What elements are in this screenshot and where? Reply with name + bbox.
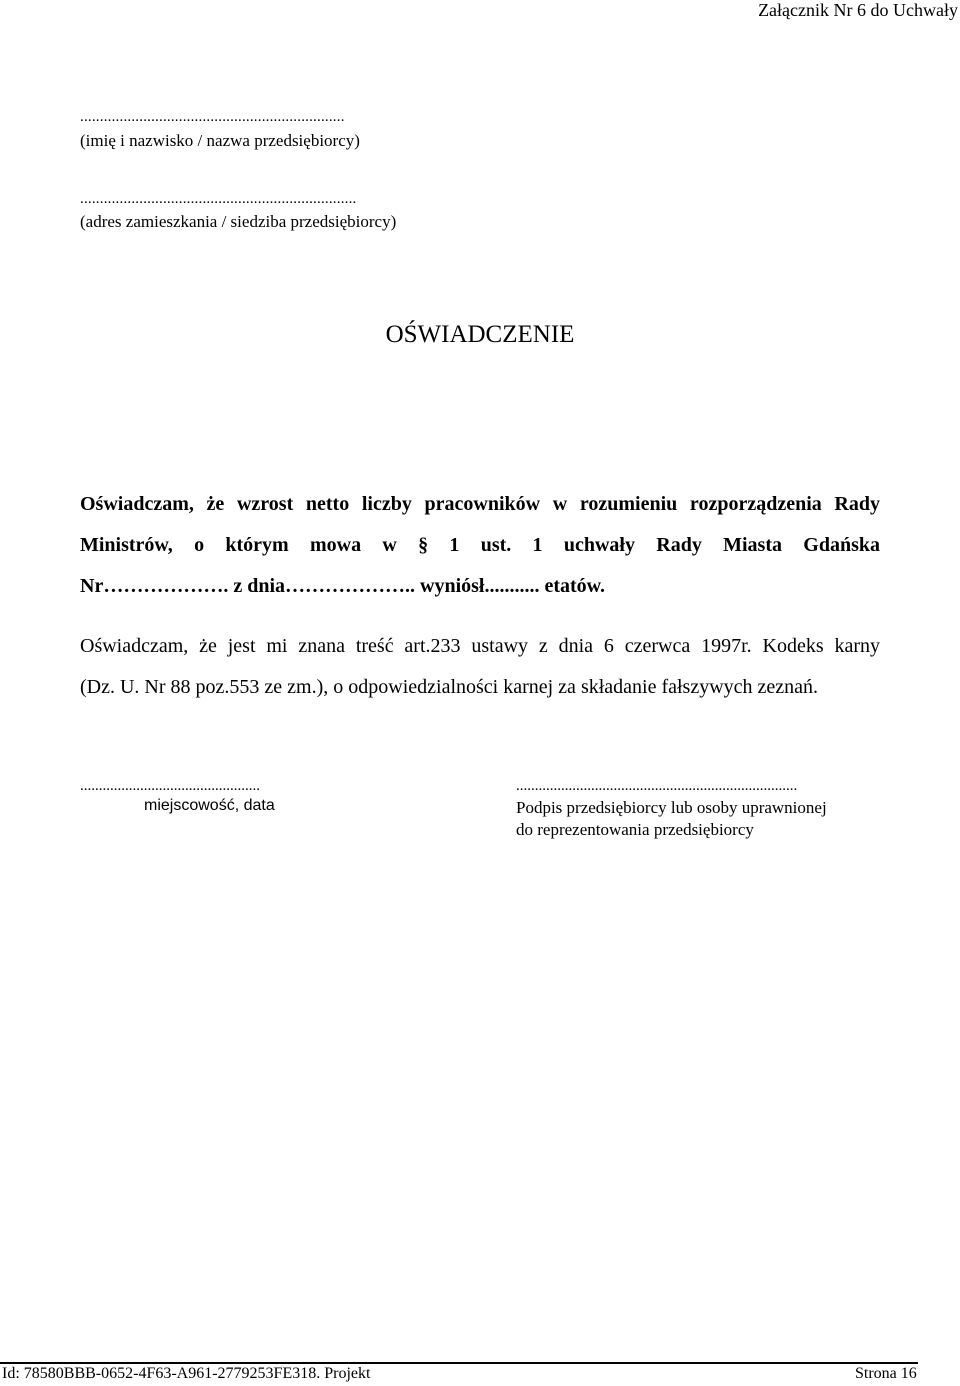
declaration-criminal-liability <box>80 628 880 710</box>
signature-label-line1: Podpis przedsiębiorcy lub osoby uprawnionej <box>516 798 827 817</box>
name-dotted-line: ................................................................... <box>80 109 345 125</box>
footer-document-id: Id: 78580BBB-0652-4F63-A961-2779253FE318. Projekt <box>2 1365 371 1382</box>
name-label: (imię i nazwisko / nazwa przedsiębiorcy) <box>80 131 360 150</box>
declaration1-line2: Ministrów, o którym mowa w § 1 ust. 1 uchwały Rady Miasta Gdańska <box>80 534 880 556</box>
place-date-dotted-line: ................................................ <box>80 778 260 794</box>
declaration-employment-growth <box>80 484 880 607</box>
address-dotted-line: ...................................................................... <box>80 191 357 207</box>
declaration1-line3: Nr………………. z dnia……………….. wyniósł........... etatów. <box>80 575 605 597</box>
attachment-header: Załącznik Nr 6 do Uchwały <box>758 0 958 20</box>
signature-label <box>516 797 827 841</box>
declaration1-line1: Oświadczam, że wzrost netto liczby pracowników w rozumieniu rozporządzenia Rady <box>80 493 880 515</box>
signature-dotted-line: ........................................................................... <box>516 778 798 794</box>
signature-label-line2: do reprezentowania przedsiębiorcy <box>516 820 754 839</box>
document-title: OŚWIADCZENIE <box>385 321 575 348</box>
footer-page-number: Strona 16 <box>855 1365 917 1382</box>
footer-divider <box>0 1362 918 1364</box>
declaration2-line1: Oświadczam, że jest mi znana treść art.233 ustawy z dnia 6 czerwca 1997r. Kodeks karny <box>80 635 880 657</box>
place-date-label: miejscowość, data <box>144 797 275 814</box>
declaration2-line2: (Dz. U. Nr 88 poz.553 ze zm.), o odpowiedzialności karnej za składanie fałszywych zeznań. <box>80 676 819 698</box>
address-label: (adres zamieszkania / siedziba przedsiębiorcy) <box>80 212 397 231</box>
